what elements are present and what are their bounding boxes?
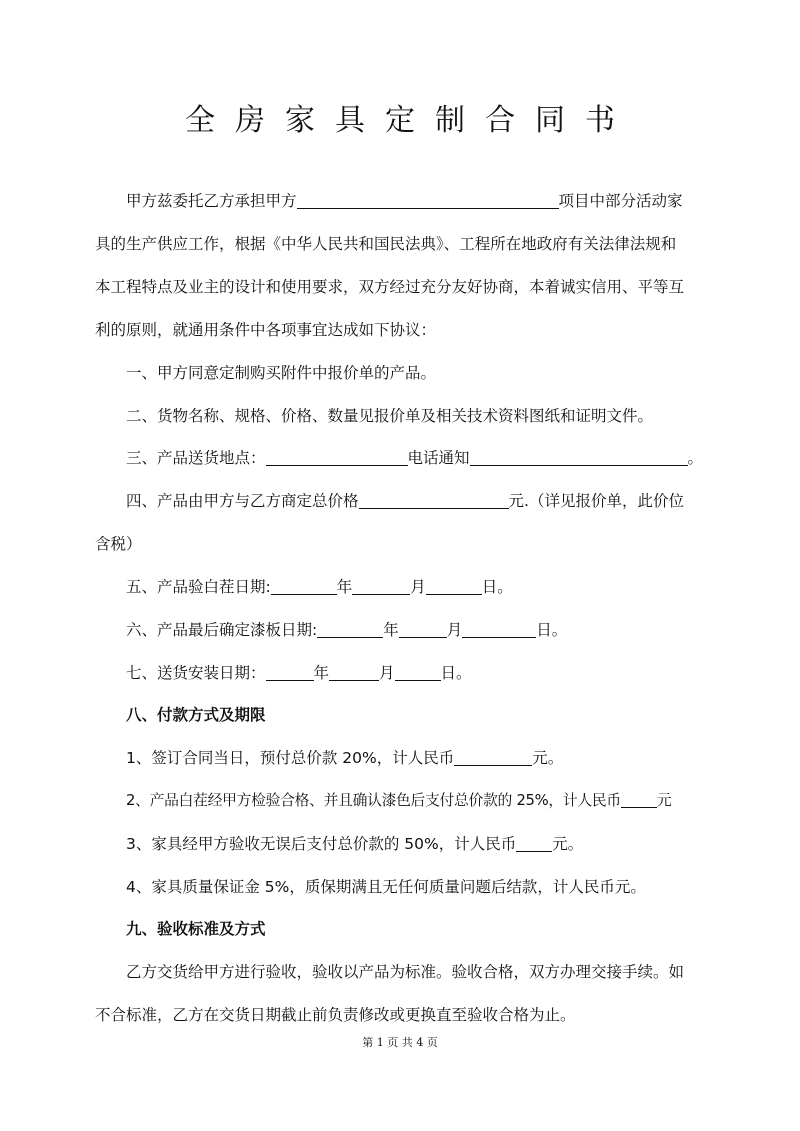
day-blank [462,621,536,638]
clause-text: 七、送货安装日期： [126,664,266,682]
clause-2: 二、货物名称、规格、价格、数量见报价单及相关技术资料图纸和证明文件。 [126,407,654,425]
year-blank [266,664,314,681]
clause-text: 。 [687,449,704,467]
year-label: 年 [336,578,353,596]
intro-line-4: 利的原则，就通用条件中各项事宜达成如下协议： [95,321,437,339]
month-label: 月 [410,578,426,596]
clause-text: 六、产品最后确定漆板日期: [126,621,318,639]
year-blank [271,578,337,595]
payment-item-1 [95,747,705,769]
clause-text: 三、产品送货地点： [126,449,266,467]
month-label: 月 [446,621,463,639]
payment-text: 元。 [552,835,584,853]
intro-line-2: 具的生产供应工作，根据《中华人民共和国民法典》、工程所在地政府有关法律法规和 [95,235,677,253]
month-blank [329,664,379,681]
clause-text: 电话通知 [407,449,470,467]
clause-text: 五、产品验白茬日期: [126,578,271,596]
payment-text: 3、家具经甲方验收无误后支付总价款的 50%，计人民币 [126,835,517,853]
project-name-blank [297,192,559,209]
amount-blank [454,749,532,766]
amount-blank [621,791,657,808]
payment-text: 元 [656,792,672,809]
clause-text: 四、产品由甲方与乙方商定总价格 [126,492,359,510]
day-label: 日。 [536,621,568,639]
delivery-address-blank [266,449,408,466]
amount-blank [516,835,552,852]
document-title: 全房家具定制合同书 [185,103,635,138]
acceptance-line-1: 乙方交货给甲方进行验收，验收以产品为标准。验收合格，双方办理交接手续。如 [126,963,685,981]
day-label: 日。 [481,578,513,596]
day-blank [395,664,441,681]
month-blank [352,578,410,595]
acceptance-line-2: 不合标准，乙方在交货日期截止前负责修改或更换直至验收合格为止。 [95,1006,576,1024]
clause-4 [95,490,705,512]
page-number: 第 1 页 共 4 页 [362,1036,438,1049]
payment-text: 1、签订合同当日，预付总价款 20%，计人民币 [126,749,455,767]
payment-heading: 八、付款方式及期限 [126,706,266,724]
payment-text: 2、产品白茬经甲方检验合格、并且确认漆色后支付总价款的 25%，计人民币 [126,792,621,809]
intro-text: 甲方兹委托乙方承担甲方 [126,192,297,210]
clause-4-cont: 含税） [95,535,142,553]
acceptance-heading: 九、验收标准及方式 [126,920,266,938]
payment-item-4: 4、家具质量保证金 5%，质保期满且无任何质量问题后结款，计人民币元。 [126,878,646,896]
total-price-blank [359,492,509,509]
intro-line-1 [95,190,705,212]
intro-text: 项目中部分活动家 [558,192,683,210]
clause-1: 一、甲方同意定制购买附件中报价单的产品。 [126,364,437,382]
payment-item-2 [95,790,705,812]
clause-7 [95,662,705,684]
clause-6 [95,619,705,641]
clause-3 [95,447,705,469]
phone-notice-blank [470,449,688,466]
clause-text: 元.（详见报价单，此价位 [508,492,684,510]
year-label: 年 [383,621,399,639]
month-label: 月 [379,664,395,682]
day-label: 日。 [440,664,472,682]
payment-text: 元。 [532,749,564,767]
day-blank [426,578,482,595]
year-blank [317,621,383,638]
month-blank [399,621,447,638]
intro-line-3: 本工程特点及业主的设计和使用要求，双方经过充分友好协商，本着诚实信用、平等互 [95,278,685,296]
clause-5 [95,576,705,598]
payment-item-3 [95,833,705,855]
year-label: 年 [313,664,330,682]
